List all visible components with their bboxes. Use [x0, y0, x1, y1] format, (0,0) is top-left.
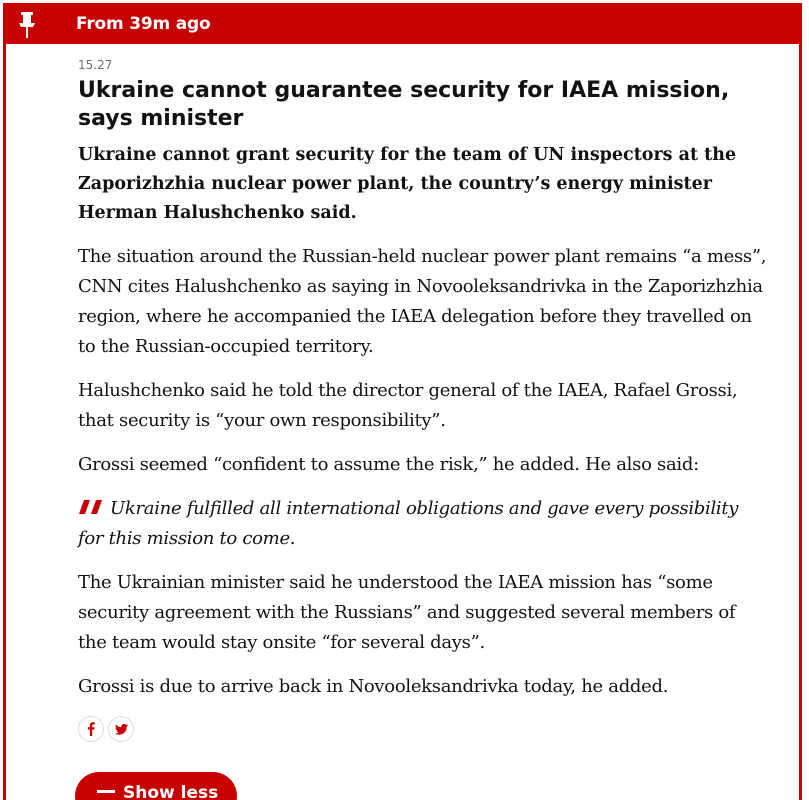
post-paragraph: Grossi seemed “confident to assume the risk,” he added. He also said:: [78, 454, 699, 475]
share-twitter-button[interactable]: [108, 716, 134, 742]
share-facebook-button[interactable]: [78, 716, 104, 742]
post-headline: Ukraine cannot guarantee security for IAEA mission, says minister: [78, 78, 730, 131]
pinned-post-header: [6, 6, 799, 44]
facebook-icon: [86, 722, 96, 736]
show-less-label: Show less: [123, 783, 219, 800]
post-paragraph: Halushchenko said he told the director general of the IAEA, Rafael Grossi, that security is “your own responsibility”.: [78, 380, 738, 431]
post-paragraph: Grossi is due to arrive back in Novooleksandrivka today, he added.: [78, 676, 669, 697]
post-timestamp[interactable]: 15.27: [78, 58, 113, 72]
liveblog-pinned-post: [3, 3, 802, 800]
post-standfirst: Ukraine cannot grant security for the team of UN inspectors at the Zaporizhzhia nuclear power plant, the country’s energy minister Herman Halushchenko said.: [78, 145, 737, 223]
post-paragraph: The situation around the Russian-held nuclear power plant remains “a mess”, CNN cites Halushchenko as saying in Novooleksandrivka in the Zaporizhzhia region, where he accompanied the IAEA delegation before they travelled on to the Russian-occupied territory.: [78, 246, 767, 357]
minus-icon: [97, 790, 115, 793]
pin-icon: [14, 10, 40, 40]
pinned-post-label: From 39m ago: [76, 14, 211, 34]
show-less-button[interactable]: [75, 772, 237, 800]
pull-quote-text: Ukraine fulfilled all international obligations and gave every possibility for this mission to come.: [78, 498, 739, 549]
pull-quote: [78, 494, 768, 554]
twitter-icon: [115, 724, 128, 735]
quote-icon: [78, 499, 104, 515]
post-paragraph: The Ukrainian minister said he understood the IAEA mission has “some security agreement with the Russians” and suggested several members of the team would stay onsite “for several days”.: [78, 572, 736, 653]
post-body: [78, 58, 768, 742]
share-buttons: [78, 716, 768, 742]
